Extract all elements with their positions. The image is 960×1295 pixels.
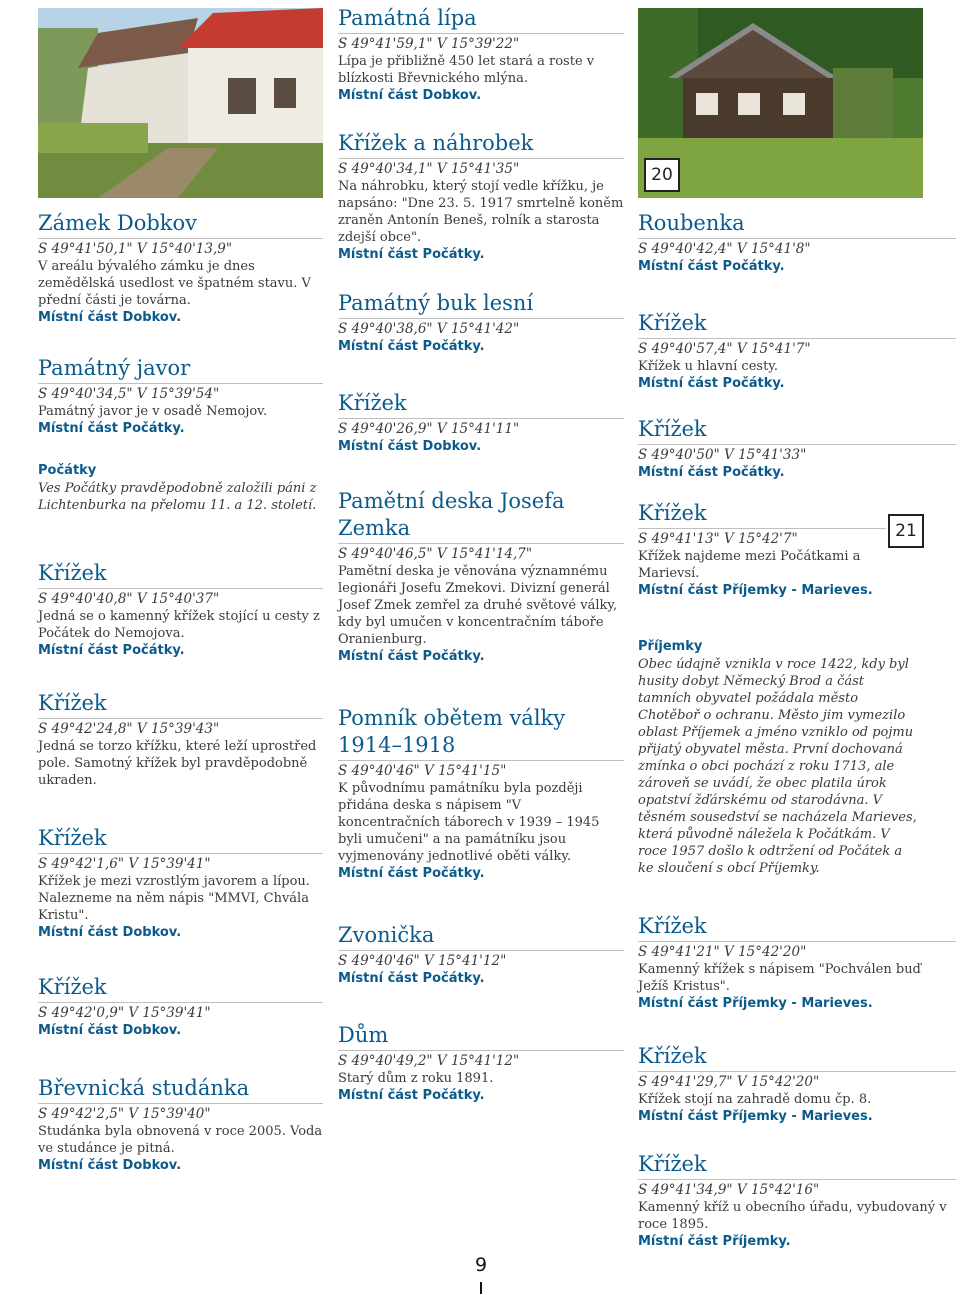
- photo-roubenka: [638, 8, 923, 198]
- entry-title: Památný javor: [38, 355, 323, 384]
- entry-roubenka: [638, 210, 956, 276]
- entry-place: Místní část Počátky.: [638, 259, 785, 274]
- entry-place: Místní část Dobkov.: [38, 1158, 182, 1173]
- entry-description: K původnímu památníku byla později přidána deska s nápisem "V koncentračních táborech v 1939 – 1945 byli umučeni" a na památníku jsou vyjmenovány jednotlivé oběti války.: [338, 781, 600, 864]
- entry-coordinates: S 49°42'2,5" V 15°39'40": [38, 1106, 211, 1122]
- entry-coordinates: S 49°41'21" V 15°42'20": [638, 944, 807, 960]
- entry-coordinates: S 49°40'46,5" V 15°41'14,7": [338, 546, 533, 562]
- entry-coordinates: S 49°41'59,1" V 15°39'22": [338, 36, 520, 52]
- entry-coordinates: S 49°40'34,5" V 15°39'54": [38, 386, 220, 402]
- entry-krizek-a-nahrobek: [338, 130, 624, 264]
- entry-place: Místní část Počátky.: [338, 971, 485, 986]
- entry-title: Křížek: [638, 310, 956, 339]
- entry-coordinates: S 49°42'0,9" V 15°39'41": [38, 1005, 211, 1021]
- entry-coordinates: S 49°40'40,8" V 15°40'37": [38, 591, 220, 607]
- entry-coordinates: S 49°40'38,6" V 15°41'42": [338, 321, 520, 337]
- entry-title: Památný buk lesní: [338, 290, 624, 319]
- entry-place: Místní část Počátky.: [38, 421, 185, 436]
- entry-place: Místní část Počátky.: [338, 649, 485, 664]
- entry-description: Křížek stojí na zahradě domu čp. 8.: [638, 1092, 872, 1107]
- entry-krizek-7: [638, 416, 956, 482]
- entry-coordinates: S 49°40'34,1" V 15°41'35": [338, 161, 520, 177]
- entry-place: Místní část Počátky.: [338, 1088, 485, 1103]
- entry-krizek-4: [38, 974, 323, 1040]
- entry-title: Křížek a náhrobek: [338, 130, 624, 159]
- entry-title: Křížek: [38, 974, 323, 1003]
- entry-krizek-11: [638, 1151, 956, 1251]
- entry-title: Křížek: [638, 1043, 956, 1072]
- entry-title: Křížek: [638, 913, 956, 942]
- entry-krizek-6: [638, 310, 956, 393]
- entry-coordinates: S 49°41'13" V 15°42'7": [638, 531, 798, 547]
- entry-place: Místní část Dobkov.: [38, 925, 182, 940]
- entry-coordinates: S 49°40'26,9" V 15°41'11": [338, 421, 520, 437]
- page-number-rule: [480, 1282, 482, 1294]
- entry-place: Místní část Příjemky - Marieves.: [638, 583, 873, 598]
- entry-place: Místní část Příjemky - Marieves.: [638, 996, 873, 1011]
- photo-zamek-dobkov: [38, 8, 323, 198]
- entry-dum: [338, 1022, 624, 1105]
- entry-zamek-dobkov: [38, 210, 323, 327]
- entry-place: Místní část Příjemky - Marieves.: [638, 1109, 873, 1124]
- entry-place: Místní část Počátky.: [338, 866, 485, 881]
- entry-coordinates: S 49°41'34,9" V 15°42'16": [638, 1182, 820, 1198]
- entry-description: Křížek je mezi vzrostlým javorem a lípou. Nalezneme na něm nápis "MMVI, Chvála Kristu".: [38, 874, 310, 923]
- entry-coordinates: S 49°42'1,6" V 15°39'41": [38, 856, 211, 872]
- entry-pomnik-obetem-valky: [338, 705, 624, 883]
- entry-place: Místní část Počátky.: [638, 376, 785, 391]
- entry-title: Křížek: [638, 1151, 956, 1180]
- entry-description: Jedná se o kamenný křížek stojící u cesty z Počátek do Nemojova.: [38, 609, 320, 641]
- entry-pamatny-javor: [38, 355, 323, 438]
- entry-title: Zvonička: [338, 922, 624, 951]
- entry-title: Zámek Dobkov: [38, 210, 323, 239]
- entry-description: Kamenný křížek s nápisem "Pochválen buď Ježíš Kristus".: [638, 962, 921, 994]
- entry-coordinates: S 49°40'50" V 15°41'33": [638, 447, 807, 463]
- entry-place: Místní část Dobkov.: [38, 1023, 182, 1038]
- entry-description: Křížek najdeme mezi Počátkami a Marievsí.: [638, 549, 861, 581]
- entry-title: Křížek: [38, 825, 323, 854]
- note-text: Ves Počátky pravděpodobně založili páni z Lichtenburka na přelomu 11. a 12. století.: [38, 481, 317, 513]
- entry-krizek-1: [38, 560, 323, 660]
- entry-coordinates: S 49°40'49,2" V 15°41'12": [338, 1053, 520, 1069]
- entry-description: Lípa je přibližně 450 let stará a roste v blízkosti Břevnického mlýna.: [338, 54, 595, 86]
- entry-title: Dům: [338, 1022, 624, 1051]
- entry-brevnicka-studanka: [38, 1075, 323, 1175]
- entry-description: Křížek u hlavní cesty.: [638, 359, 779, 374]
- entry-title: Pamětní deska Josefa Zemka: [338, 488, 624, 544]
- entry-title: Křížek: [338, 390, 624, 419]
- entry-coordinates: S 49°40'42,4" V 15°41'8": [638, 241, 811, 257]
- entry-place: Místní část Počátky.: [38, 643, 185, 658]
- entry-description: Studánka byla obnovená v roce 2005. Voda ve studánce je pitná.: [38, 1124, 323, 1156]
- entry-description: Kamenný kříž u obecního úřadu, vybudovaný v roce 1895.: [638, 1200, 947, 1232]
- entry-description: Pamětní deska je věnována významnému legionáři Josefu Zmekovi. Divizní generál Josef Zmek zemřel za druhé světové války, kdy byl umučen v koncentračním táboře Oranienburg.: [338, 564, 618, 647]
- entry-place: Místní část Dobkov.: [38, 310, 182, 325]
- entry-description: Starý dům z roku 1891.: [338, 1071, 494, 1086]
- entry-title: Křížek: [38, 560, 323, 589]
- entry-pamatny-buk: [338, 290, 624, 356]
- entry-place: Místní část Dobkov.: [338, 439, 482, 454]
- entry-title: Křížek: [38, 690, 323, 719]
- note-title: Příjemky: [638, 639, 703, 654]
- entry-coordinates: S 49°42'24,8" V 15°39'43": [38, 721, 220, 737]
- entry-place: Místní část Počátky.: [338, 247, 485, 262]
- entry-pocatky-note: [38, 462, 323, 514]
- side-number-badge: 21: [888, 514, 924, 548]
- entry-description: Na náhrobku, který stojí vedle křížku, je napsáno: "Dne 23. 5. 1917 smrtelně koněm zraněn Antonín Beneš, rolník a starosta zdejší obce".: [338, 179, 624, 245]
- entry-title: Křížek: [638, 500, 886, 529]
- entry-description: V areálu bývalého zámku je dnes zemědělská usedlost ve špatném stavu. V přední části je továrna.: [38, 259, 311, 308]
- entry-place: Místní část Příjemky.: [638, 1234, 791, 1249]
- entry-place: Místní část Počátky.: [638, 465, 785, 480]
- entry-description: Jedná se torzo křížku, které leží uprostřed pole. Samotný křížek byl pravděpodobně ukraden.: [38, 739, 317, 788]
- entry-title: Roubenka: [638, 210, 956, 239]
- note-text: Obec údajně vznikla v roce 1422, kdy byl husity dobyt Německý Brod a část tamních obyvatel požádala město Chotěboř o ochranu. Město jim vymezilo oblast Příjemek a jméno vzniklo od pojmu přijatý obyvatel města. První dochovaná zmínka o obci pochází z roku 1713, ale zároveň se uvádí, že obec platila úrok opatství žďárskému od starodávna. V těsném sousedství se nacházela Marieves, která původně náležela k Počátkám. V roce 1957 došlo k odtržení od Počátek a ke sloučení s obcí Příjemky.: [638, 657, 917, 876]
- entry-krizek-5: [338, 390, 624, 456]
- photo-number-badge: 20: [644, 158, 680, 192]
- entry-krizek-3: [38, 825, 323, 942]
- entry-coordinates: S 49°41'50,1" V 15°40'13,9": [38, 241, 233, 257]
- entry-krizek-10: [638, 1043, 956, 1126]
- entry-prijemky-note: [638, 638, 920, 877]
- entry-pametni-deska: [338, 488, 624, 666]
- page-number: 9: [474, 1254, 488, 1276]
- entry-coordinates: S 49°40'46" V 15°41'12": [338, 953, 507, 969]
- entry-zvonicka: [338, 922, 624, 988]
- entry-coordinates: S 49°40'57,4" V 15°41'7": [638, 341, 811, 357]
- entry-krizek-8: [638, 500, 886, 600]
- entry-place: Místní část Počátky.: [338, 339, 485, 354]
- entry-title: Křížek: [638, 416, 956, 445]
- entry-coordinates: S 49°40'46" V 15°41'15": [338, 763, 507, 779]
- note-title: Počátky: [38, 463, 97, 478]
- entry-title: Památná lípa: [338, 5, 624, 34]
- entry-pamatna-lipa: [338, 5, 624, 105]
- entry-krizek-2: [38, 690, 323, 789]
- entry-krizek-9: [638, 913, 956, 1013]
- entry-title: Pomník obětem války 1914–1918: [338, 705, 624, 761]
- entry-title: Břevnická studánka: [38, 1075, 323, 1104]
- entry-coordinates: S 49°41'29,7" V 15°42'20": [638, 1074, 820, 1090]
- entry-description: Památný javor je v osadě Nemojov.: [38, 404, 268, 419]
- entry-place: Místní část Dobkov.: [338, 88, 482, 103]
